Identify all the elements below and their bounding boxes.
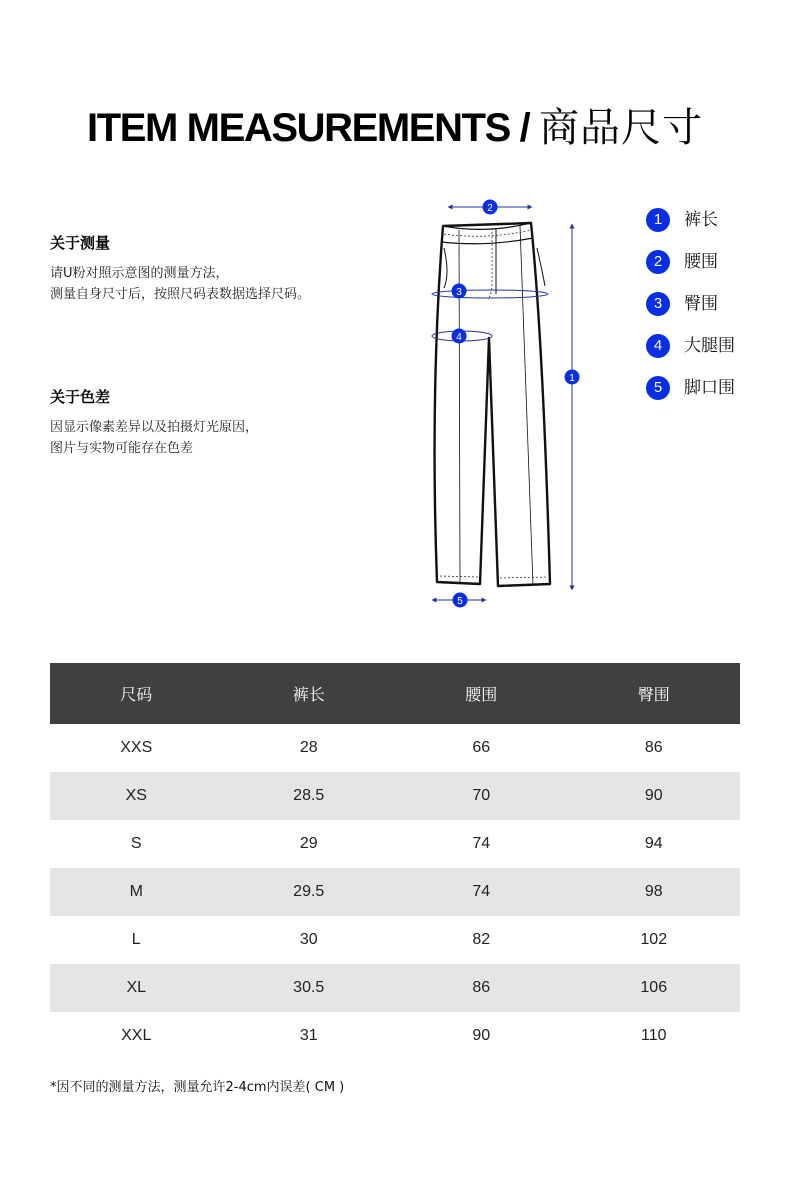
marker-waist <box>483 200 498 215</box>
cell-waist: 66 <box>472 739 491 756</box>
cell-length: 28 <box>299 739 318 756</box>
cell-length: 31 <box>299 1027 318 1044</box>
cell-size: S <box>130 835 142 852</box>
measurement-note-line: 测量自身尺寸后，按照尺码表数据选择尺码。 <box>50 287 311 302</box>
marker-thigh-label: 4 <box>456 332 462 343</box>
marker-hip-label: 3 <box>456 287 462 298</box>
cell-waist: 70 <box>395 772 568 820</box>
measurement-note-line: 请U粉对照示意图的测量方法， <box>50 266 229 281</box>
cell-size: XXL <box>121 1027 152 1044</box>
cell-hip: 86 <box>644 739 663 756</box>
page-title <box>0 96 790 153</box>
legend-number: 5 <box>646 376 670 400</box>
cell-length: 30.5 <box>223 964 396 1012</box>
legend-label: 臀围 <box>684 294 718 314</box>
cell-waist: 82 <box>472 931 491 948</box>
pants-diagram <box>420 190 600 620</box>
cell-size: L <box>131 931 141 948</box>
legend-label: 裤长 <box>684 210 718 230</box>
marker-hem-label: 5 <box>457 596 463 607</box>
cell-waist: 74 <box>395 868 568 916</box>
legend-label: 腰围 <box>684 252 718 272</box>
cell-hip: 102 <box>640 931 668 948</box>
cell-hip: 98 <box>568 868 741 916</box>
cell-hip: 94 <box>644 835 663 852</box>
legend-item-hem <box>646 376 735 418</box>
cell-hip: 90 <box>568 772 741 820</box>
legend-item-hip <box>646 292 735 334</box>
marker-length-label: 1 <box>569 373 575 384</box>
legend-number: 3 <box>646 292 670 316</box>
marker-hem <box>453 593 468 608</box>
color-note-line: 图片与实物可能存在色差 <box>50 441 194 456</box>
column-header-length: 裤长 <box>223 663 396 724</box>
legend-item-waist <box>646 250 735 292</box>
title-chinese: 商品尺寸 <box>539 105 704 151</box>
column-header-waist: 腰围 <box>395 663 568 724</box>
cell-size: XS <box>50 772 223 820</box>
marker-thigh <box>452 329 467 344</box>
size-table <box>50 663 740 1060</box>
cell-size: XL <box>50 964 223 1012</box>
marker-length <box>565 370 580 385</box>
cell-waist: 90 <box>472 1027 491 1044</box>
table-row <box>50 724 740 772</box>
cell-waist: 74 <box>472 835 491 852</box>
cell-length: 29.5 <box>223 868 396 916</box>
color-note-line: 因显示像素差异以及拍摄灯光原因， <box>50 420 259 435</box>
table-row <box>50 1012 740 1060</box>
table-row <box>50 916 740 964</box>
cell-waist: 86 <box>395 964 568 1012</box>
measurement-note <box>50 232 310 305</box>
table-row <box>50 964 740 1012</box>
legend-item-thigh <box>646 334 735 376</box>
column-header-size: 尺码 <box>50 663 223 724</box>
table-header-row <box>50 663 740 724</box>
pants-outline <box>435 223 550 586</box>
cell-size: XXS <box>120 739 153 756</box>
legend-label: 脚口围 <box>684 378 735 398</box>
cell-size: M <box>50 868 223 916</box>
legend-label: 大腿围 <box>684 336 735 356</box>
legend-number: 1 <box>646 208 670 232</box>
color-note <box>50 386 258 459</box>
cell-length: 29 <box>299 835 318 852</box>
marker-hip <box>452 284 467 299</box>
table-row <box>50 820 740 868</box>
measurement-note-title: 关于测量 <box>50 234 111 252</box>
legend-number: 2 <box>646 250 670 274</box>
cell-length: 28.5 <box>223 772 396 820</box>
title-separator: / <box>509 106 540 150</box>
marker-waist-label: 2 <box>487 203 493 214</box>
cell-hip: 106 <box>568 964 741 1012</box>
legend-number: 4 <box>646 334 670 358</box>
table-row <box>50 868 740 916</box>
footnote: *因不同的测量方法，测量允许2-4cm内误差( CM ) <box>50 1080 345 1095</box>
cell-hip: 110 <box>640 1027 667 1044</box>
table-row <box>50 772 740 820</box>
cell-length: 30 <box>299 931 318 948</box>
measurement-legend <box>646 208 735 418</box>
column-header-hip: 臀围 <box>568 663 741 724</box>
legend-item-length <box>646 208 735 250</box>
color-note-title: 关于色差 <box>50 388 111 406</box>
title-english: ITEM MEASUREMENTS <box>86 106 510 150</box>
